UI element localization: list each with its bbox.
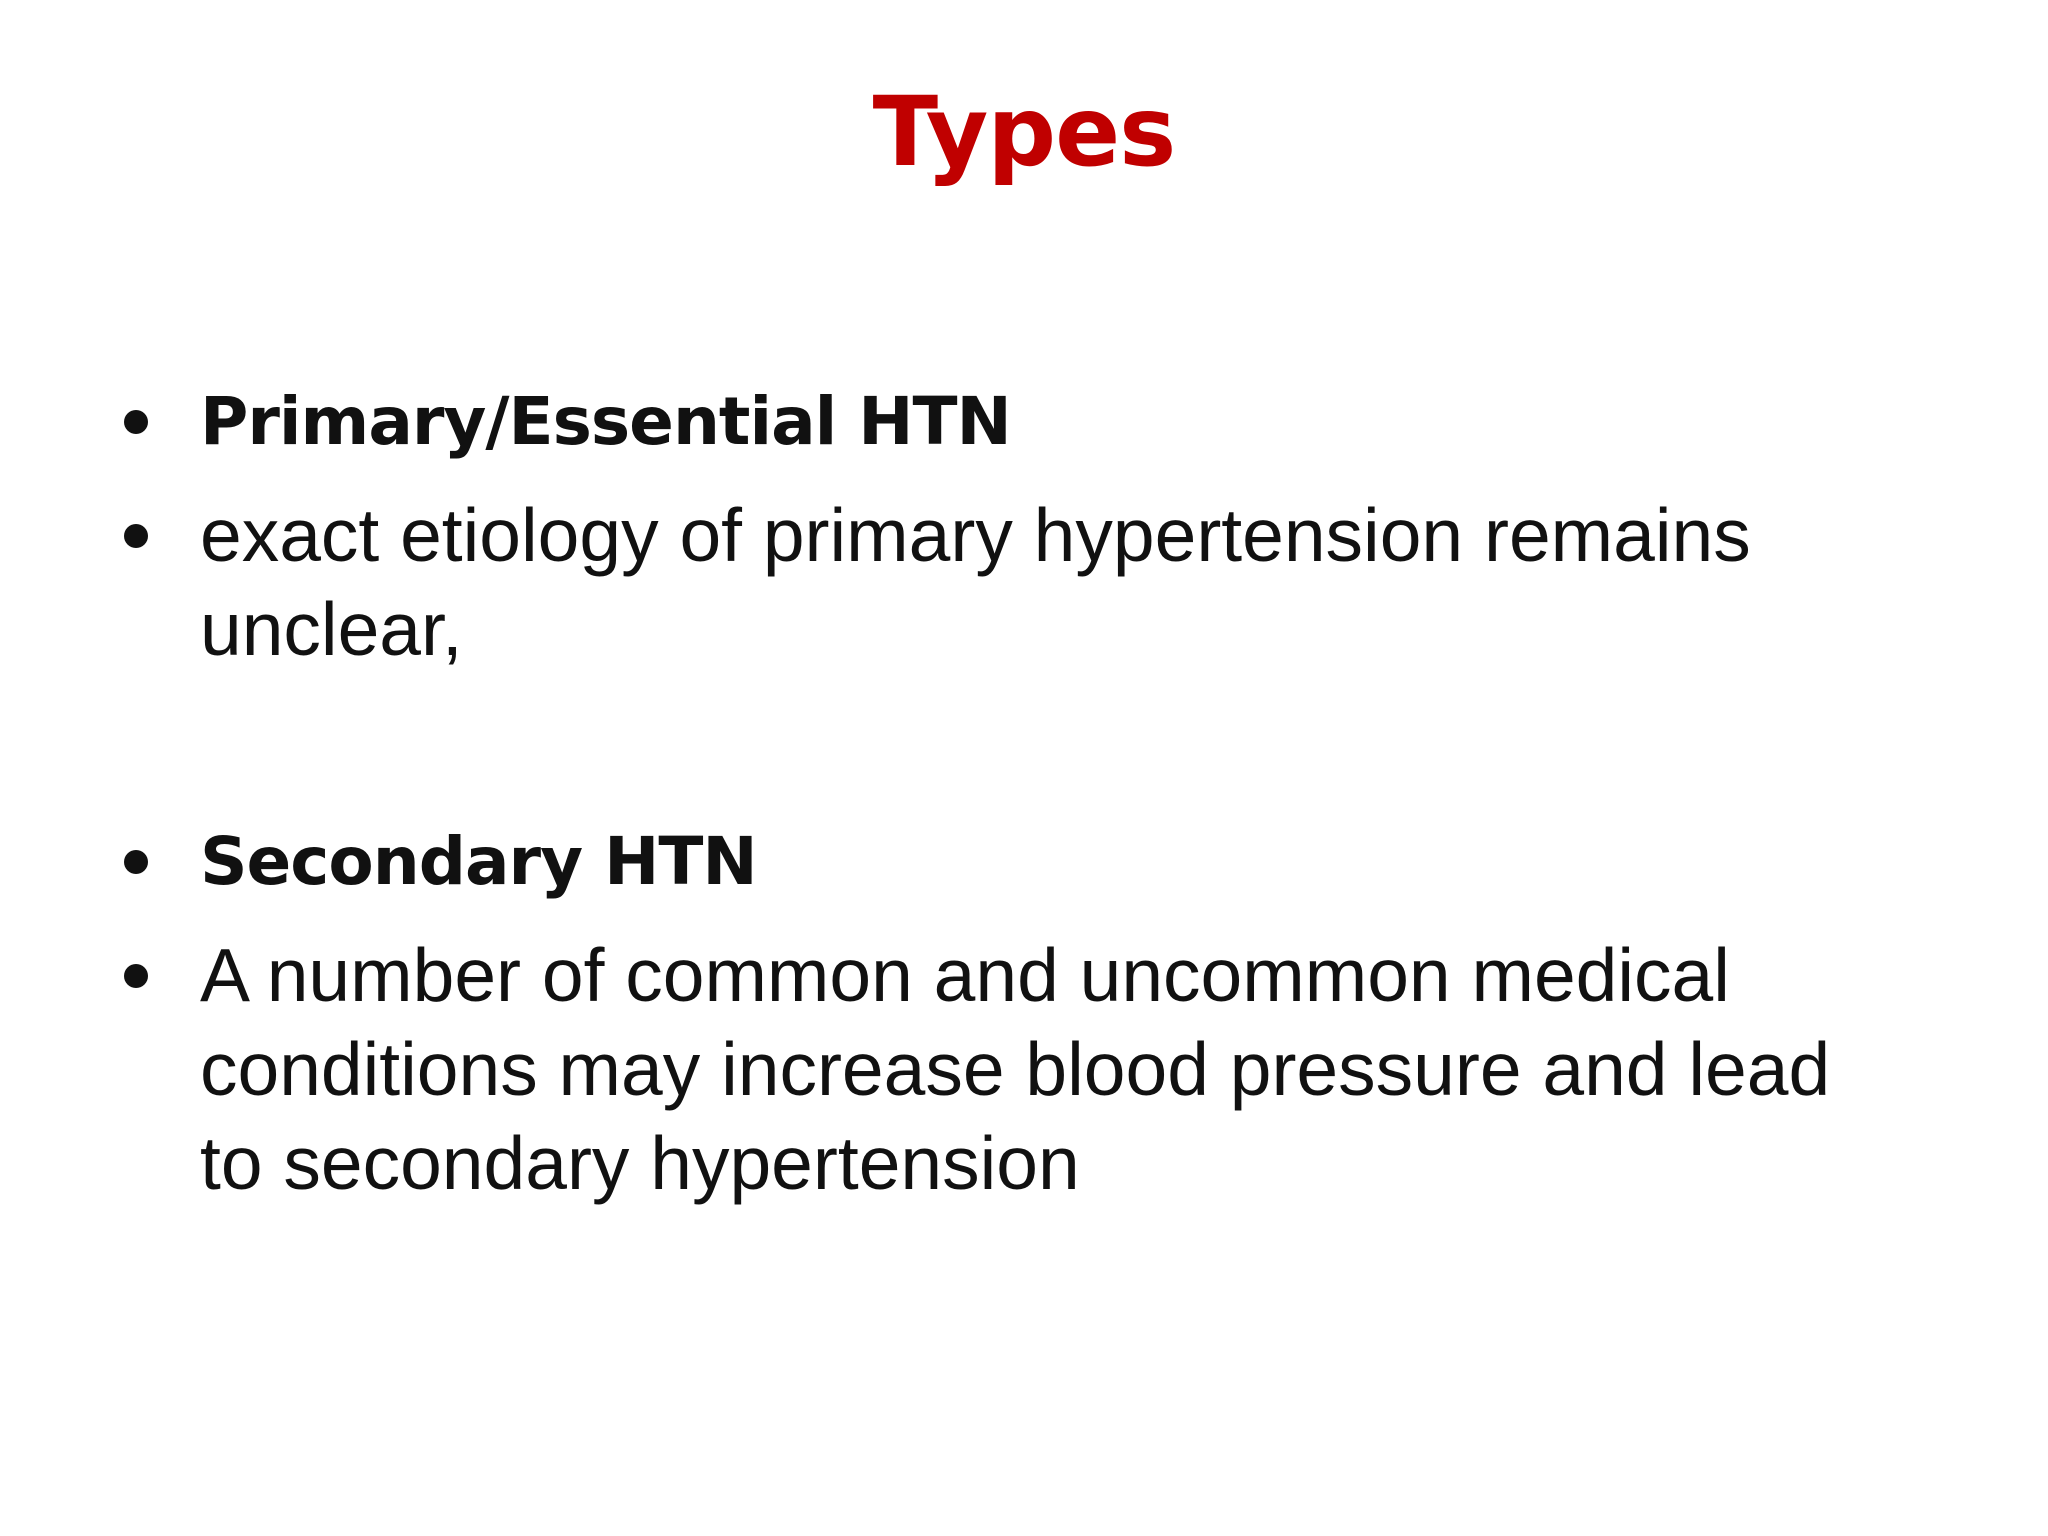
bullet-heading-primary: Primary/Essential HTN	[200, 383, 1011, 460]
bullet-heading-secondary: Secondary HTN	[200, 823, 757, 900]
slide-title: Types	[872, 76, 1176, 188]
bullet-dot-icon	[124, 850, 148, 874]
bullet-text-secondary-detail: A number of common and uncommon medical conditions may increase blood pressure and lead to secondary hypertension	[200, 933, 1831, 1205]
bullet-dot-icon	[124, 410, 148, 434]
bullet-text-primary-detail: exact etiology of primary hypertension remains unclear,	[200, 493, 1751, 671]
bullet-dot-icon	[124, 524, 148, 548]
bullet-dot-icon	[124, 964, 148, 988]
